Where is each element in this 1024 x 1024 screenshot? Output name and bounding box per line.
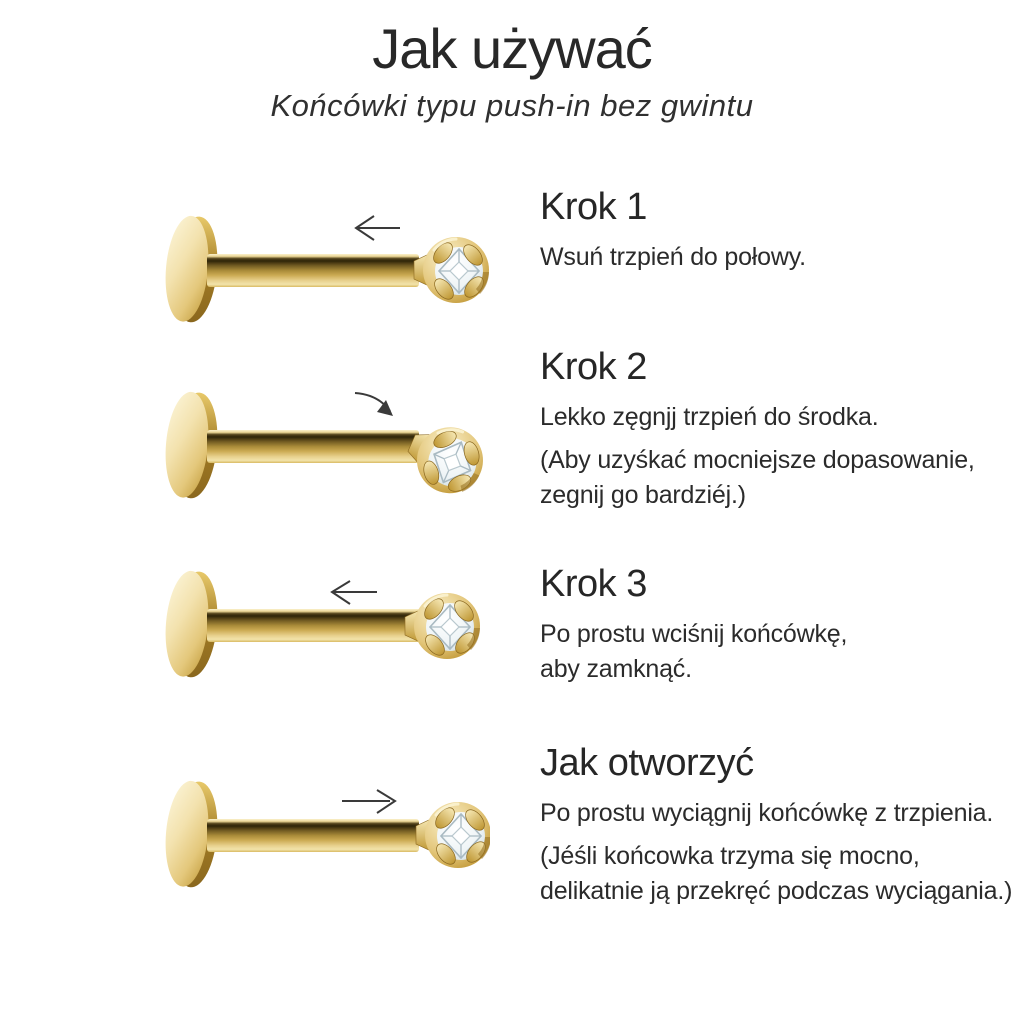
step-4-how-to-open <box>540 740 1013 917</box>
gold-shaft <box>207 430 419 463</box>
step-4-paragraph-note <box>540 839 1013 909</box>
step-4-line: (Jéśli końcowka trzyma się mocno, <box>540 842 920 870</box>
page-subtitle: Końcówki typu push-in bez gwintu <box>270 88 754 123</box>
step-1-heading: Krok 1 <box>540 186 647 228</box>
illustration-step-4 <box>150 770 490 905</box>
step-4-paragraph <box>540 796 1010 831</box>
arrow-bent-icon <box>355 393 393 416</box>
gold-shaft <box>207 254 419 287</box>
step-3-paragraph <box>540 617 1010 687</box>
arrow-right-icon <box>342 790 395 813</box>
illustration-step-3 <box>150 560 490 695</box>
labret-stud-graphic-step-4 <box>150 770 490 905</box>
step-2-line: zegnij go bardziéj.) <box>540 481 746 509</box>
illustration-step-2 <box>150 381 490 516</box>
page-title: Jak używać <box>372 17 652 80</box>
gold-shaft <box>207 819 419 852</box>
labret-stud-graphic-step-3 <box>150 560 490 695</box>
gem-end <box>405 593 480 659</box>
step-3-heading: Krok 3 <box>540 563 647 605</box>
step-4-line: delikatnie ją przekręć podczas wyciągania.) <box>540 877 1013 905</box>
illustration-step-1 <box>150 205 490 340</box>
step-2-line: Lekko zęgnjj trzpień do środka. <box>540 403 879 431</box>
arrow-left-icon <box>356 216 400 240</box>
step-1 <box>540 184 1010 283</box>
step-2 <box>540 344 1010 521</box>
labret-stud-graphic-step-2 <box>150 381 490 516</box>
step-3-line: Po prostu wciśnij końcówkę, <box>540 620 848 648</box>
step-3 <box>540 561 1010 695</box>
step-4-heading: Jak otworzyć <box>540 742 754 784</box>
labret-stud-graphic-step-1 <box>150 205 490 340</box>
gem-end <box>414 237 489 303</box>
gem-end <box>416 802 490 868</box>
step-4-line: Po prostu wyciągnij końcówkę z trzpienia. <box>540 799 994 827</box>
step-1-line: Wsuń trzpień do połowy. <box>540 243 806 271</box>
step-2-line: (Aby uzyśkać mocniejsze dopasowanie, <box>540 446 975 474</box>
step-2-paragraph <box>540 400 1010 435</box>
step-1-paragraph <box>540 240 1010 275</box>
step-2-heading: Krok 2 <box>540 346 647 388</box>
step-2-paragraph-note <box>540 443 1010 513</box>
step-3-line: aby zamknąć. <box>540 655 692 683</box>
arrow-left-icon <box>332 581 377 604</box>
gold-shaft <box>207 609 422 642</box>
